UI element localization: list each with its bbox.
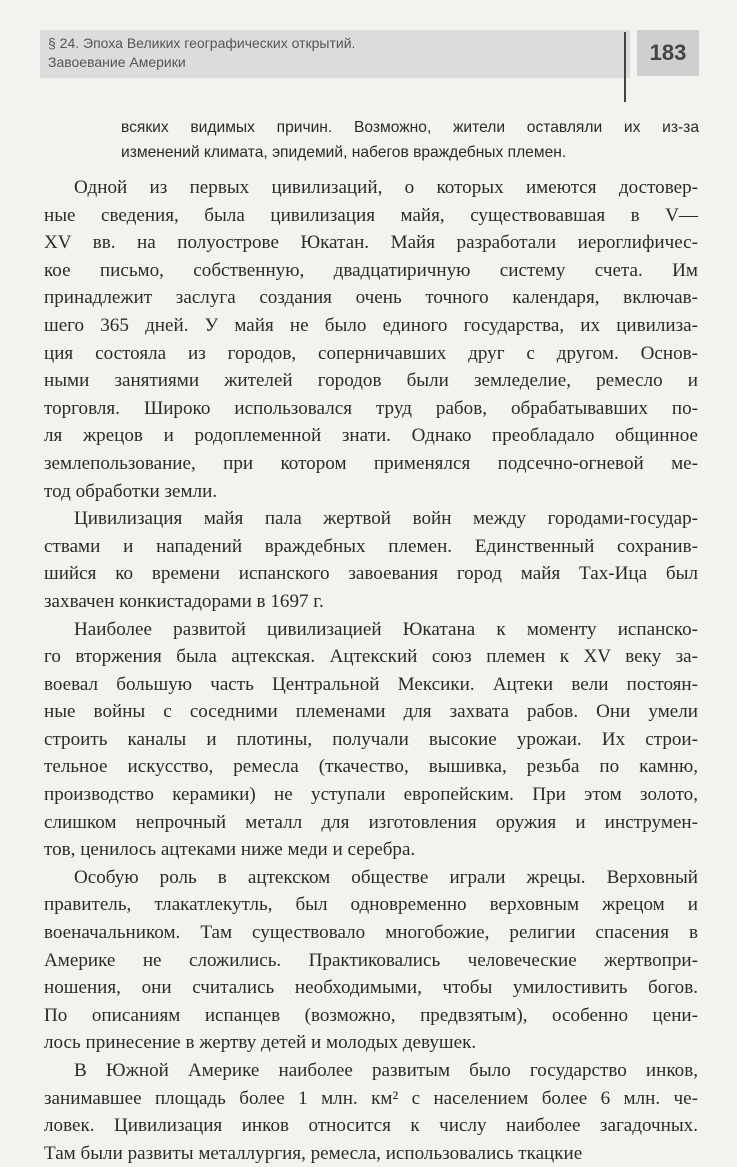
text-line: шийся ко времени испанского завоевания город майя Тах-Ица был	[44, 563, 698, 585]
text-line: XV вв. на полуострове Юкатан. Майя разработали иероглифичес-	[44, 232, 698, 254]
text-line: го вторжения была ацтекская. Ацтекский союз племен к XV веку за-	[44, 646, 698, 668]
text-line: лось принесение в жертву детей и молодых девушек.	[44, 1032, 477, 1054]
paragraph	[44, 174, 698, 505]
text-line: ля жрецов и родоплеменной знати. Однако преобладало общинное	[44, 425, 698, 447]
running-header-line: § 24. Эпоха Великих географических открытий.	[48, 35, 356, 51]
text-line: тод обработки земли.	[44, 480, 218, 502]
text-line: ловек. Цивилизация инков относится к числу наиболее загадочных.	[44, 1115, 698, 1137]
text-line: ные войны с соседними племенами для захвата рабов. Они умели	[44, 701, 698, 723]
text-line: Одной из первых цивилизаций, о которых имеются достовер-	[74, 177, 698, 198]
text-line: ция состояла из городов, соперничавших друг с другом. Основ-	[44, 342, 698, 364]
header-divider	[624, 32, 626, 102]
paragraph	[44, 1057, 698, 1167]
text-line: ными занятиями жителей городов были земледелие, ремесло и	[44, 370, 698, 392]
text-line: строить каналы и плотины, получали высокие урожаи. Их строи-	[44, 728, 698, 750]
text-line: занимавшее площадь более 1 млн. км² с населением более 6 млн. че-	[44, 1087, 698, 1109]
text-line: Особую роль в ацтекском обществе играли жрецы. Верховный	[74, 866, 698, 888]
text-line: захвачен конкистадорами в 1697 г.	[44, 590, 324, 612]
text-line: В Южной Америке наиболее развитым было государство инков,	[74, 1060, 698, 1081]
paragraph	[44, 505, 698, 615]
text-line: По описаниям испанцев (возможно, предвзятым), особенно цени-	[44, 1004, 698, 1026]
running-header-line: Завоевание Америки	[48, 54, 186, 70]
main-text	[44, 174, 698, 1167]
text-line: Цивилизация майя пала жертвой войн между городами-государ-	[74, 508, 698, 530]
text-line: производство керамики) не уступали европейским. При этом золото,	[44, 784, 698, 806]
text-line: ношения, они считались необходимыми, чтобы умилостивить богов.	[44, 977, 698, 999]
caption-line: изменений климата, эпидемий, набегов враждебных племен.	[121, 144, 567, 161]
text-line: Америке не сложились. Практиковались человеческие жертвопри-	[44, 949, 698, 971]
paragraph	[44, 616, 698, 864]
text-line: военачальником. Там существовало многобожие, религии спасения в	[44, 922, 698, 944]
caption-line: всяких видимых причин. Возможно, жители оставляли их из-за	[121, 119, 699, 136]
running-header	[48, 34, 355, 72]
text-line: Наиболее развитой цивилизацией Юкатана к моменту испанско-	[74, 618, 698, 640]
text-line: торговля. Широко использовался труд рабов, обрабатывавших по-	[44, 397, 698, 419]
text-line: шего 365 дней. У майя не было единого государства, их цивилиза-	[44, 314, 698, 336]
text-line: ствами и нападений враждебных племен. Единственный сохранив-	[44, 535, 698, 557]
text-line: слишком непрочный металл для изготовления оружия и инструмен-	[44, 811, 698, 833]
text-line: кое письмо, собственную, двадцатиричную систему счета. Им	[44, 259, 698, 281]
text-line: ные сведения, была цивилизация майя, существовавшая в V—	[44, 204, 698, 226]
text-line: тельное искусство, ремесла (ткачество, вышивка, резьба по камню,	[44, 756, 698, 778]
page-number: 183	[637, 30, 699, 76]
text-line: принадлежит заслуга создания очень точного календаря, включав-	[44, 287, 698, 309]
text-line: правитель, тлакатлекутль, был одновременно верховным жрецом и	[44, 894, 698, 916]
text-line: Там были развиты металлургия, ремесла, использовались ткацкие	[44, 1142, 583, 1164]
paragraph	[44, 864, 698, 1057]
text-line: тов, ценилось ацтеками ниже меди и серебра.	[44, 839, 416, 861]
caption-block	[121, 115, 699, 165]
text-line: землепользование, при котором применялся подсечно-огневой ме-	[44, 452, 698, 474]
text-line: воевал большую часть Центральной Мексики. Ацтеки вели постоян-	[44, 673, 698, 695]
